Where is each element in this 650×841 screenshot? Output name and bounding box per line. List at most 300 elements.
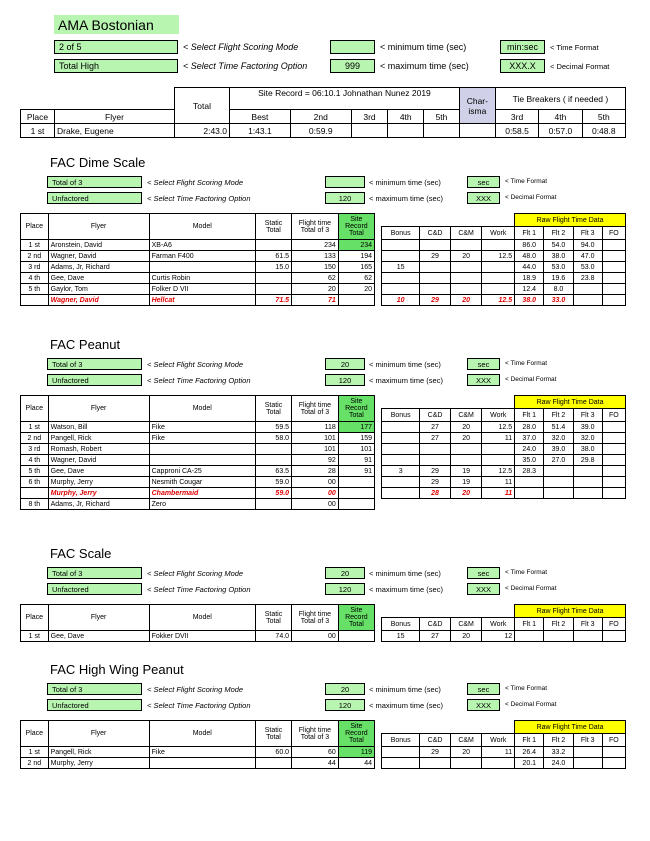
cell: [573, 295, 602, 306]
cell: [573, 466, 602, 477]
cell: 1 st: [21, 422, 49, 433]
min-time-label: < minimum time (sec): [369, 685, 441, 694]
scale-max-time-input[interactable]: 120: [325, 583, 365, 595]
cell: 0:57.0: [539, 124, 582, 138]
col-f3: Flt 3: [573, 618, 602, 631]
max-time-input[interactable]: 999: [330, 59, 375, 73]
cell: Wagner, David: [48, 251, 149, 262]
cell: Drake, Eugene: [55, 124, 175, 138]
min-time-label: < minimum time (sec): [380, 42, 467, 52]
cell: 20.1: [515, 758, 544, 769]
cell: Aronstein, David: [48, 240, 149, 251]
cell: Pangell, Rick: [48, 747, 149, 758]
cell: 12: [482, 631, 515, 642]
min-time-label: < minimum time (sec): [369, 569, 441, 578]
col-bonus: Bonus: [382, 734, 420, 747]
table-row: [21, 273, 375, 284]
cell: [515, 488, 544, 499]
col-f1: Flt 1: [515, 409, 544, 422]
col-f3: Flt 3: [573, 734, 602, 747]
cell: Fike: [149, 433, 255, 444]
cell: Murphy, Jerry: [48, 758, 149, 769]
col-bonus: Bonus: [382, 227, 420, 240]
cell: 54.0: [544, 240, 573, 251]
cell: Adams, Jr, Richard: [48, 499, 149, 510]
col-f2: Flt 2: [544, 618, 573, 631]
hw-raw-data-table: [381, 720, 626, 769]
cell: [382, 758, 420, 769]
cell: [482, 284, 515, 295]
cell: Zero: [149, 499, 255, 510]
factoring-label: < Select Time Factoring Option: [147, 376, 251, 385]
cell: [382, 444, 420, 455]
col-charisma: Char-isma: [459, 88, 495, 124]
cell: [482, 273, 515, 284]
col-f2: Flt 2: [544, 409, 573, 422]
table-row: [21, 455, 375, 466]
dime-min-time-input[interactable]: [325, 176, 365, 188]
col-tie-3rd: 3rd: [495, 110, 538, 124]
cell: Curtis Robin: [149, 273, 255, 284]
col-flyer: Flyer: [48, 214, 149, 240]
cell: 35.0: [515, 455, 544, 466]
decimal-format-label: < Decimal Format: [550, 62, 610, 71]
col-fo: FO: [602, 618, 625, 631]
cell: [338, 631, 374, 642]
record-row: [21, 295, 375, 306]
cell: [544, 466, 573, 477]
peanut-factoring-select[interactable]: Unfactored: [47, 374, 142, 386]
peanut-title: FAC Peanut: [50, 337, 121, 352]
cell: [382, 273, 420, 284]
cell: Fokker DVII: [149, 631, 255, 642]
record-row: [21, 488, 375, 499]
cell: [351, 124, 388, 138]
cell: Gaylor, Tom: [48, 284, 149, 295]
cell: 194: [338, 251, 374, 262]
cell: [149, 758, 255, 769]
site-record: Site Record = 06:10.1 Johnathan Nunez 2019: [230, 88, 460, 110]
cell: 15: [382, 631, 420, 642]
hw-time-format-select[interactable]: sec: [467, 683, 500, 695]
cell: [420, 284, 450, 295]
col-f3: Flt 3: [573, 409, 602, 422]
cell: [382, 433, 420, 444]
cell: [382, 251, 420, 262]
cell: [573, 758, 602, 769]
max-time-label: < maximum time (sec): [369, 194, 443, 203]
col-flight-time: Flight time Total of 3: [292, 721, 339, 747]
cell: [382, 455, 420, 466]
table-row: [21, 284, 375, 295]
hw-decimal-format-select[interactable]: XXX: [467, 699, 500, 711]
table-row: [21, 466, 375, 477]
decimal-format-select[interactable]: XXX.X: [500, 59, 545, 73]
record-row: [382, 488, 626, 499]
scale-scoring-mode-select[interactable]: Total of 3: [47, 567, 142, 579]
cell: [602, 631, 625, 642]
cell: 8.0: [544, 284, 573, 295]
cell: 20: [450, 747, 482, 758]
cell: [338, 499, 374, 510]
cell: Nesmith Cougar: [149, 477, 255, 488]
cell: 11: [482, 488, 515, 499]
peanut-decimal-format-select[interactable]: XXX: [467, 374, 500, 386]
scale-time-format-select[interactable]: sec: [467, 567, 500, 579]
cell: [482, 444, 515, 455]
cell: 20: [338, 284, 374, 295]
cell: 29.8: [573, 455, 602, 466]
scoring-mode-select[interactable]: 2 of 5: [54, 40, 178, 54]
hw-max-time-input[interactable]: 120: [325, 699, 365, 711]
col-f1: Flt 1: [515, 618, 544, 631]
cell: [459, 124, 495, 138]
cell: 2 nd: [21, 433, 49, 444]
cell: [602, 747, 625, 758]
cell: 27: [420, 631, 450, 642]
cell: 8 th: [21, 499, 49, 510]
cell: [338, 477, 374, 488]
cell: 71: [292, 295, 339, 306]
cell: 1 st: [21, 240, 49, 251]
cell: [602, 466, 625, 477]
table-row: [21, 251, 375, 262]
cell: [602, 422, 625, 433]
cell: 118: [292, 422, 339, 433]
col-cm: C&M: [450, 618, 482, 631]
col-cm: C&M: [450, 227, 482, 240]
col-static: Static Total: [255, 721, 291, 747]
min-time-label: < minimum time (sec): [369, 360, 441, 369]
col-model: Model: [149, 721, 255, 747]
cell: 00: [292, 488, 339, 499]
cell: [382, 422, 420, 433]
cell: Fike: [149, 747, 255, 758]
cell: 92: [292, 455, 339, 466]
cell: [149, 444, 255, 455]
table-row: [382, 251, 626, 262]
cell: 59.5: [255, 422, 291, 433]
cell: [420, 273, 450, 284]
col-place: Place: [21, 110, 55, 124]
decimal-format-label: < Decimal Format: [505, 585, 557, 592]
cell: Folker D VII: [149, 284, 255, 295]
cell: 11: [482, 477, 515, 488]
col-flight-time: Flight time Total of 3: [292, 396, 339, 422]
cell: 32.0: [573, 433, 602, 444]
cell: 11: [482, 433, 515, 444]
cell: 20: [292, 284, 339, 295]
cell: [255, 455, 291, 466]
col-raw-flight-data: Raw Flight Time Data: [515, 721, 626, 734]
cell: 24.0: [544, 758, 573, 769]
record-row: [382, 295, 626, 306]
factoring-select[interactable]: Total High: [54, 59, 178, 73]
cell: Watson, Bill: [48, 422, 149, 433]
time-format-label: < Time Format: [505, 360, 548, 367]
cell: 12.5: [482, 251, 515, 262]
scale-title: FAC Scale: [50, 546, 112, 561]
cell: 29: [420, 251, 450, 262]
cell: Murphy, Jerry: [48, 488, 149, 499]
factoring-label: < Select Time Factoring Option: [183, 61, 308, 71]
table-row: [21, 433, 375, 444]
spacer: [382, 214, 515, 227]
cell: 44.0: [515, 262, 544, 273]
col-raw-flight-data: Raw Flight Time Data: [515, 396, 626, 409]
cell: 10: [382, 295, 420, 306]
cell: 2:43.0: [175, 124, 230, 138]
col-tie-5th: 5th: [582, 110, 625, 124]
col-f2: Flt 2: [544, 227, 573, 240]
cell: [482, 455, 515, 466]
spacer: [382, 396, 515, 409]
cell: [450, 284, 482, 295]
cell: 2 nd: [21, 251, 49, 262]
cell: [450, 758, 482, 769]
cell: 32.0: [544, 433, 573, 444]
dime-time-format-select[interactable]: sec: [467, 176, 500, 188]
max-time-label: < maximum time (sec): [369, 585, 443, 594]
min-time-label: < minimum time (sec): [369, 178, 441, 187]
dime-raw-data-table: [381, 213, 626, 306]
cell: [482, 758, 515, 769]
cell: 53.0: [573, 262, 602, 273]
col-flight-time: Flight time Total of 3: [292, 214, 339, 240]
cell: 53.0: [544, 262, 573, 273]
cell: 19: [450, 477, 482, 488]
cell: 19.6: [544, 273, 573, 284]
cell: 29: [420, 295, 450, 306]
peanut-max-time-input[interactable]: 120: [325, 374, 365, 386]
cell: [450, 262, 482, 273]
cell: [388, 124, 424, 138]
hw-scoring-mode-select[interactable]: Total of 3: [47, 683, 142, 695]
table-row: [382, 466, 626, 477]
time-format-label: < Time Format: [550, 43, 599, 52]
cell: 5 th: [21, 284, 49, 295]
cell: 18.9: [515, 273, 544, 284]
cell: 234: [338, 240, 374, 251]
cell: 44: [292, 758, 339, 769]
table-row: [382, 758, 626, 769]
col-work: Work: [482, 618, 515, 631]
col-f1: Flt 1: [515, 734, 544, 747]
scoring-mode-label: < Select Flight Scoring Mode: [183, 42, 299, 52]
cell: 2 nd: [21, 758, 49, 769]
hw-min-time-input[interactable]: 20: [325, 683, 365, 695]
peanut-time-format-select[interactable]: sec: [467, 358, 500, 370]
col-best: Best: [230, 110, 291, 124]
cell: [450, 240, 482, 251]
cell: [573, 631, 602, 642]
table-row: [382, 284, 626, 295]
cell: [420, 455, 450, 466]
cell: [338, 295, 374, 306]
cell: 12.5: [482, 295, 515, 306]
col-flyer: Flyer: [48, 605, 149, 631]
scale-min-time-input[interactable]: 20: [325, 567, 365, 579]
cell: [255, 758, 291, 769]
col-2nd: 2nd: [290, 110, 351, 124]
cell: 91: [338, 466, 374, 477]
cell: 38.0: [573, 444, 602, 455]
dime-max-time-input[interactable]: 120: [325, 192, 365, 204]
cell: [382, 747, 420, 758]
cell: 29: [420, 747, 450, 758]
table-row: [382, 262, 626, 273]
min-time-input[interactable]: [330, 40, 375, 54]
cell: [602, 758, 625, 769]
scoring-mode-label: < Select Flight Scoring Mode: [147, 685, 244, 694]
factoring-label: < Select Time Factoring Option: [147, 585, 251, 594]
factoring-label: < Select Time Factoring Option: [147, 194, 251, 203]
cell: Adams, Jr, Richard: [48, 262, 149, 273]
peanut-scoring-mode-select[interactable]: Total of 3: [47, 358, 142, 370]
cell: [21, 295, 49, 306]
col-place: Place: [21, 396, 49, 422]
col-site-record: Site Record Total: [338, 214, 374, 240]
cell: 177: [338, 422, 374, 433]
cell: [21, 488, 49, 499]
col-flyer: Flyer: [55, 110, 175, 124]
cell: 20: [450, 422, 482, 433]
col-f3: Flt 3: [573, 227, 602, 240]
cell: [420, 240, 450, 251]
cell: [573, 477, 602, 488]
col-model: Model: [149, 214, 255, 240]
scale-results-table: [20, 604, 375, 642]
cell: 15: [382, 262, 420, 273]
scale-decimal-format-select[interactable]: XXX: [467, 583, 500, 595]
cell: 71.5: [255, 295, 291, 306]
cell: Murphy, Jerry: [48, 477, 149, 488]
col-3rd: 3rd: [351, 110, 388, 124]
col-site-record: Site Record Total: [338, 396, 374, 422]
cell: [602, 488, 625, 499]
scale-factoring-select[interactable]: Unfactored: [47, 583, 142, 595]
col-total: Total: [175, 88, 230, 124]
cell: Capproni CA-25: [149, 466, 255, 477]
peanut-min-time-input[interactable]: 20: [325, 358, 365, 370]
cell: 1 st: [21, 631, 49, 642]
cell: [382, 284, 420, 295]
table-row: [382, 444, 626, 455]
scoring-mode-label: < Select Flight Scoring Mode: [147, 569, 244, 578]
col-static: Static Total: [255, 605, 291, 631]
cell: 4 th: [21, 455, 49, 466]
hw-title: FAC High Wing Peanut: [50, 662, 184, 677]
cell: [149, 262, 255, 273]
cell: 44: [338, 758, 374, 769]
cell: 133: [292, 251, 339, 262]
table-row: [21, 422, 375, 433]
col-model: Model: [149, 605, 255, 631]
cell: Farman F400: [149, 251, 255, 262]
cell: [255, 284, 291, 295]
col-place: Place: [21, 605, 49, 631]
table-row: [21, 758, 375, 769]
table-row: [21, 499, 375, 510]
cell: 0:48.8: [582, 124, 625, 138]
max-time-label: < maximum time (sec): [369, 701, 443, 710]
cell: [450, 273, 482, 284]
col-cm: C&M: [450, 409, 482, 422]
col-model: Model: [149, 396, 255, 422]
dime-scoring-mode-select[interactable]: Total of 3: [47, 176, 142, 188]
cell: 20: [450, 433, 482, 444]
col-cd: C&D: [420, 409, 450, 422]
cell: 37.0: [515, 433, 544, 444]
table-row: [21, 747, 375, 758]
max-time-label: < maximum time (sec): [369, 376, 443, 385]
cell: 00: [292, 499, 339, 510]
cell: 00: [292, 477, 339, 488]
col-cd: C&D: [420, 734, 450, 747]
cell: [515, 477, 544, 488]
col-f1: Flt 1: [515, 227, 544, 240]
cell: 59.0: [255, 488, 291, 499]
dime-results-table: [20, 213, 375, 306]
dime-factoring-select[interactable]: Unfactored: [47, 192, 142, 204]
time-format-select[interactable]: min:sec: [500, 40, 545, 54]
cell: 27.0: [544, 455, 573, 466]
col-flyer: Flyer: [48, 396, 149, 422]
cell: 47.0: [573, 251, 602, 262]
cell: 62: [338, 273, 374, 284]
cell: 12.5: [482, 422, 515, 433]
cell: [424, 124, 460, 138]
cell: 24.0: [515, 444, 544, 455]
dime-decimal-format-select[interactable]: XXX: [467, 192, 500, 204]
cell: Chambermaid: [149, 488, 255, 499]
cell: 59.0: [255, 477, 291, 488]
table-row: [382, 273, 626, 284]
cell: 15.0: [255, 262, 291, 273]
table-row: [21, 477, 375, 488]
cell: 00: [292, 631, 339, 642]
cell: [482, 262, 515, 273]
cell: 33.2: [544, 747, 573, 758]
cell: [382, 240, 420, 251]
cell: 165: [338, 262, 374, 273]
cell: 0:59.9: [290, 124, 351, 138]
col-flyer: Flyer: [48, 721, 149, 747]
table-row: [382, 422, 626, 433]
cell: 26.4: [515, 747, 544, 758]
table-row: [21, 631, 375, 642]
time-format-label: < Time Format: [505, 178, 548, 185]
cell: [515, 631, 544, 642]
cell: 48.0: [515, 251, 544, 262]
cell: 19: [450, 466, 482, 477]
cell: 1:43.1: [230, 124, 291, 138]
hw-factoring-select[interactable]: Unfactored: [47, 699, 142, 711]
cell: 1 st: [21, 124, 55, 138]
cell: [573, 747, 602, 758]
cell: 91: [338, 455, 374, 466]
cell: [602, 455, 625, 466]
peanut-raw-data-table: [381, 395, 626, 499]
col-place: Place: [21, 721, 49, 747]
cell: [602, 240, 625, 251]
cell: [602, 262, 625, 273]
table-row: [382, 455, 626, 466]
time-format-label: < Time Format: [505, 569, 548, 576]
cell: 11: [482, 747, 515, 758]
cell: Gee, Dave: [48, 273, 149, 284]
cell: [602, 295, 625, 306]
